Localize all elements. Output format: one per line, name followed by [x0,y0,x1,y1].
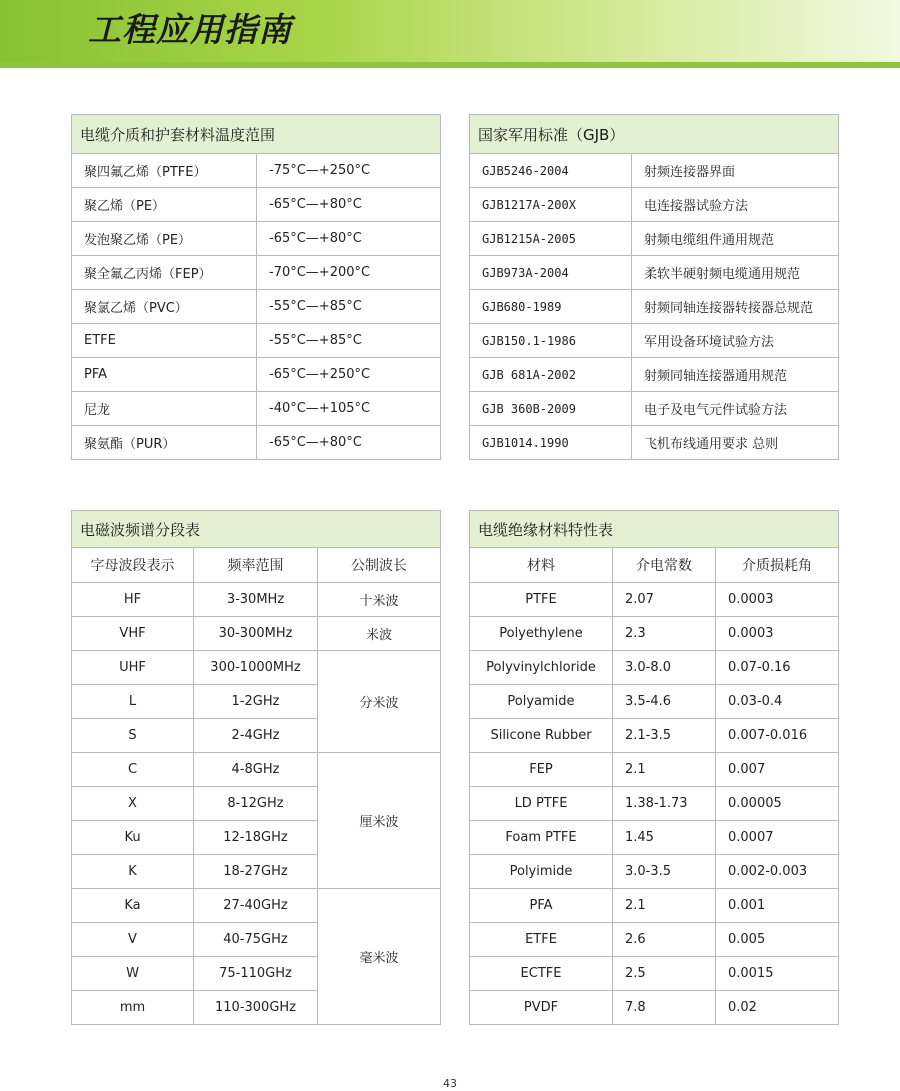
table-row [470,290,839,324]
table-row [470,222,839,256]
range-cell: -55°C—+85°C [257,290,441,324]
material-cell: LD PTFE [470,787,613,821]
table-row [470,753,839,787]
material-cell: ECTFE [470,957,613,991]
frequency-cell: 300-1000MHz [194,651,318,685]
column-header: 介电常数 [613,548,716,583]
loss-cell: 0.03-0.4 [716,685,839,719]
material-cell: Polyethylene [470,617,613,651]
table-row [72,753,441,787]
table-row [72,290,441,324]
column-header: 字母波段表示 [72,548,194,583]
name-cell: 射频连接器界面 [632,154,839,188]
table-row [470,889,839,923]
dielectric-cell: 2.5 [613,957,716,991]
table-title: 电磁波频谱分段表 [72,511,441,548]
material-cell: PVDF [470,991,613,1025]
name-cell: 电连接器试验方法 [632,188,839,222]
dielectric-cell: 7.8 [613,991,716,1025]
code-cell: GJB1215A-2005 [470,222,632,256]
frequency-cell: 75-110GHz [194,957,318,991]
table-row [72,651,441,685]
frequency-cell: 3-30MHz [194,583,318,617]
loss-cell: 0.00005 [716,787,839,821]
code-cell: GJB1014.1990 [470,426,632,460]
material-cell: 聚四氟乙烯（PTFE） [72,154,257,188]
name-cell: 射频同轴连接器转接器总规范 [632,290,839,324]
range-cell: -65°C—+250°C [257,358,441,392]
loss-cell: 0.005 [716,923,839,957]
frequency-cell: 1-2GHz [194,685,318,719]
loss-cell: 0.007 [716,753,839,787]
name-cell: 柔软半硬射频电缆通用规范 [632,256,839,290]
code-cell: GJB1217A-200X [470,188,632,222]
table-row [470,358,839,392]
dielectric-cell: 1.38-1.73 [613,787,716,821]
table-row [470,719,839,753]
dielectric-cell: 2.3 [613,617,716,651]
material-cell: Silicone Rubber [470,719,613,753]
range-cell: -75°C—+250°C [257,154,441,188]
table-row [72,392,441,426]
loss-cell: 0.0007 [716,821,839,855]
material-cell: PTFE [470,583,613,617]
range-cell: -65°C—+80°C [257,426,441,460]
material-cell: PFA [72,358,257,392]
gjb-standards-table [469,114,839,460]
table-row [72,583,441,617]
table-row [470,154,839,188]
table-row [72,358,441,392]
table-row [470,426,839,460]
table-row [470,188,839,222]
code-cell: GJB150.1-1986 [470,324,632,358]
material-cell: Foam PTFE [470,821,613,855]
table-row [470,651,839,685]
column-header: 公制波长 [318,548,441,583]
frequency-cell: 12-18GHz [194,821,318,855]
code-cell: GJB973A-2004 [470,256,632,290]
frequency-cell: 40-75GHz [194,923,318,957]
column-header: 频率范围 [194,548,318,583]
material-cell: 聚氨酯（PUR） [72,426,257,460]
insulation-properties-table [469,510,839,1025]
range-cell: -65°C—+80°C [257,188,441,222]
table-row [470,685,839,719]
table-row [72,188,441,222]
dielectric-cell: 3.0-3.5 [613,855,716,889]
band-cell: S [72,719,194,753]
temperature-range-table [71,114,441,460]
band-cell: X [72,787,194,821]
band-cell: K [72,855,194,889]
table-row [72,154,441,188]
band-cell: L [72,685,194,719]
frequency-cell: 4-8GHz [194,753,318,787]
range-cell: -55°C—+85°C [257,324,441,358]
frequency-cell: 18-27GHz [194,855,318,889]
material-cell: 聚氯乙烯（PVC） [72,290,257,324]
material-cell: ETFE [72,324,257,358]
table-row [72,617,441,651]
dielectric-cell: 2.6 [613,923,716,957]
loss-cell: 0.0015 [716,957,839,991]
loss-cell: 0.0003 [716,617,839,651]
band-cell: V [72,923,194,957]
band-cell: HF [72,583,194,617]
header-divider [0,62,900,68]
table-row [470,855,839,889]
name-cell: 射频同轴连接器通用规范 [632,358,839,392]
band-cell: UHF [72,651,194,685]
code-cell: GJB5246-2004 [470,154,632,188]
frequency-cell: 2-4GHz [194,719,318,753]
name-cell: 电子及电气元件试验方法 [632,392,839,426]
spectrum-band-table [71,510,441,1025]
frequency-cell: 30-300MHz [194,617,318,651]
dielectric-cell: 2.1 [613,753,716,787]
loss-cell: 0.007-0.016 [716,719,839,753]
material-cell: Polyimide [470,855,613,889]
dielectric-cell: 1.45 [613,821,716,855]
dielectric-cell: 2.07 [613,583,716,617]
band-cell: Ku [72,821,194,855]
table-title: 电缆绝缘材料特性表 [470,511,839,548]
table-row [72,256,441,290]
band-cell: Ka [72,889,194,923]
table-row [470,583,839,617]
material-cell: ETFE [470,923,613,957]
range-cell: -65°C—+80°C [257,222,441,256]
wavelength-cell: 十米波 [318,583,441,617]
band-cell: C [72,753,194,787]
table-row [470,787,839,821]
table-title: 电缆介质和护套材料温度范围 [72,115,441,154]
loss-cell: 0.001 [716,889,839,923]
range-cell: -40°C—+105°C [257,392,441,426]
wavelength-cell: 厘米波 [318,753,441,889]
column-header: 介质损耗角 [716,548,839,583]
name-cell: 军用设备环境试验方法 [632,324,839,358]
table-row [72,889,441,923]
frequency-cell: 27-40GHz [194,889,318,923]
loss-cell: 0.02 [716,991,839,1025]
material-cell: 聚全氟乙丙烯（FEP） [72,256,257,290]
table-row [72,426,441,460]
table-title: 国家军用标准（GJB） [470,115,839,154]
material-cell: 聚乙烯（PE） [72,188,257,222]
band-cell: VHF [72,617,194,651]
code-cell: GJB680-1989 [470,290,632,324]
range-cell: -70°C—+200°C [257,256,441,290]
table-row [470,821,839,855]
material-cell: Polyvinylchloride [470,651,613,685]
table-row [72,324,441,358]
table-row [470,324,839,358]
name-cell: 射频电缆组件通用规范 [632,222,839,256]
wavelength-cell: 米波 [318,617,441,651]
dielectric-cell: 3.0-8.0 [613,651,716,685]
name-cell: 飞机布线通用要求 总则 [632,426,839,460]
table-row [470,617,839,651]
table-row [470,957,839,991]
table-row [72,222,441,256]
material-cell: FEP [470,753,613,787]
dielectric-cell: 3.5-4.6 [613,685,716,719]
page-title: 工程应用指南 [88,10,292,49]
band-cell: mm [72,991,194,1025]
table-row [470,991,839,1025]
material-cell: 尼龙 [72,392,257,426]
table-row [470,923,839,957]
frequency-cell: 110-300GHz [194,991,318,1025]
frequency-cell: 8-12GHz [194,787,318,821]
material-cell: 发泡聚乙烯（PE） [72,222,257,256]
column-header: 材料 [470,548,613,583]
page-number: 43 [443,1077,457,1090]
dielectric-cell: 2.1 [613,889,716,923]
dielectric-cell: 2.1-3.5 [613,719,716,753]
band-cell: W [72,957,194,991]
wavelength-cell: 毫米波 [318,889,441,1025]
loss-cell: 0.0003 [716,583,839,617]
wavelength-cell: 分米波 [318,651,441,753]
code-cell: GJB 681A-2002 [470,358,632,392]
material-cell: PFA [470,889,613,923]
table-row [470,256,839,290]
loss-cell: 0.002-0.003 [716,855,839,889]
table-row [470,392,839,426]
code-cell: GJB 360B-2009 [470,392,632,426]
loss-cell: 0.07-0.16 [716,651,839,685]
material-cell: Polyamide [470,685,613,719]
